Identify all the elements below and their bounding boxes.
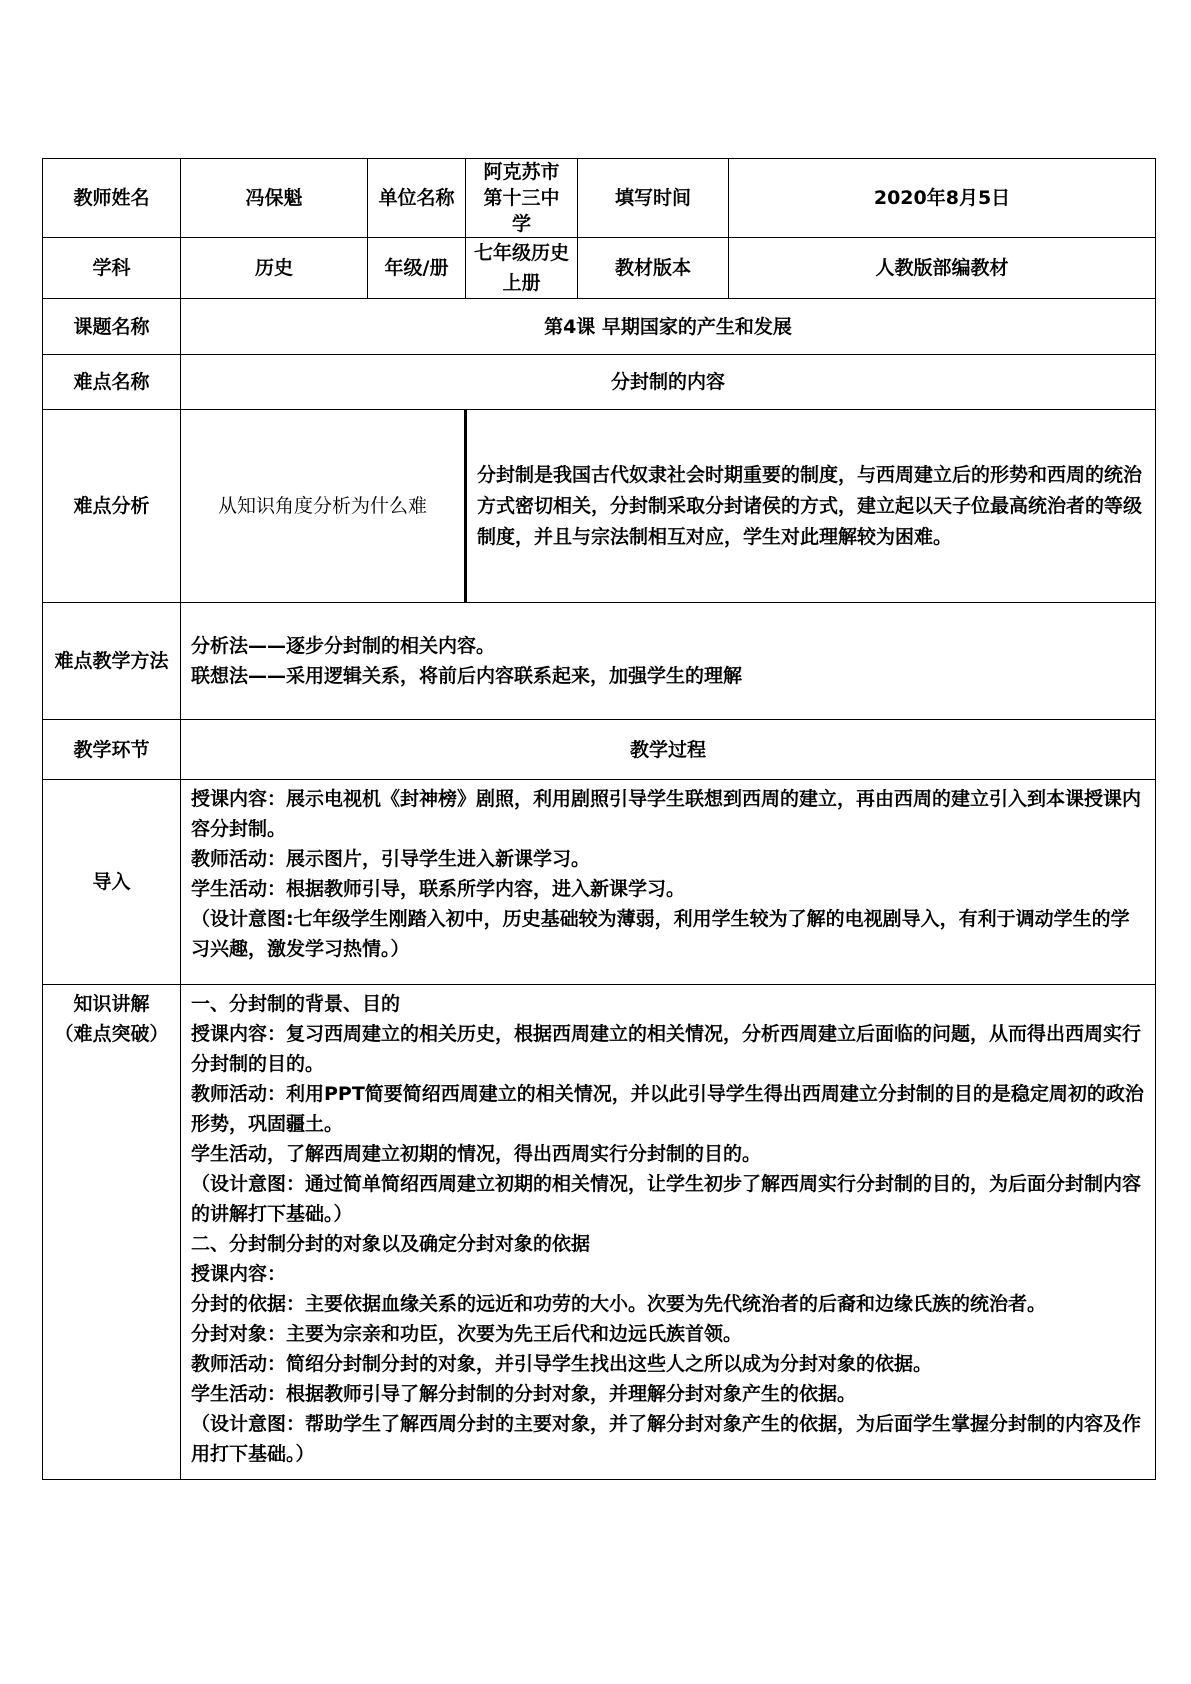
method-row: [43, 603, 1156, 720]
difficulty-row: [43, 355, 1156, 410]
knowledge-line: 一、分封制的背景、目的: [191, 993, 401, 1015]
header-row-1: [43, 159, 1156, 238]
knowledge-line: （设计意图：通过简单简绍西周建立初期的相关情况，让学生初步了解西周实行分封制的目的，为后面分封制内容的讲解打下基础。）: [191, 1173, 1142, 1225]
knowledge-line: 教师活动：简绍分封制分封的对象，并引导学生找出这些人之所以成为分封对象的依据。: [191, 1353, 933, 1375]
lesson-plan-table: [42, 158, 1156, 1480]
difficulty-label: 难点名称: [43, 355, 181, 410]
unit-name-label: 单位名称: [368, 159, 466, 238]
grade-label: 年级/册: [368, 238, 466, 299]
knowledge-line: 教师活动：利用PPT简要简绍西周建立的相关情况，并以此引导学生得出西周建立分封制的目的是稳定周初的政治形势，巩固疆土。: [191, 1083, 1144, 1135]
process-header-row: [43, 720, 1156, 780]
knowledge-line: 分封对象：主要为宗亲和功臣，次要为先王后代和边远氏族首领。: [191, 1323, 743, 1345]
method-label: 难点教学方法: [43, 603, 181, 720]
subject-label: 学科: [43, 238, 181, 299]
fill-time-value: 2020年8月5日: [729, 159, 1156, 238]
topic-label: 课题名称: [43, 299, 181, 355]
process-step-label: 教学环节: [43, 720, 181, 780]
method-content: [181, 603, 1156, 720]
edition-value: 人教版部编教材: [729, 238, 1156, 299]
intro-line: 学生活动：根据教师引导，联系所学内容，进入新课学习。: [191, 878, 686, 900]
analysis-row: [43, 410, 1156, 603]
knowledge-label: [43, 985, 181, 1480]
fill-time-label: 填写时间: [578, 159, 729, 238]
intro-line: 授课内容：展示电视机《封神榜》剧照，利用剧照引导学生联想到西周的建立，再由西周的建立引入到本课授课内容分封制。: [191, 788, 1142, 840]
edition-label: 教材版本: [578, 238, 729, 299]
method-line-association: 联想法——采用逻辑关系，将前后内容联系起来，加强学生的理解: [191, 665, 743, 687]
header-row-2: [43, 238, 1156, 299]
intro-line: （设计意图:七年级学生刚踏入初中，历史基础较为薄弱，利用学生较为了解的电视剧导入，有利于调动学生的学习兴趣，激发学习热情。）: [191, 908, 1130, 960]
knowledge-label-line-2: （难点突破）: [54, 1023, 169, 1045]
knowledge-row: [43, 985, 1156, 1480]
knowledge-label-line-1: 知识讲解: [73, 993, 150, 1015]
knowledge-line: 授课内容：: [191, 1263, 287, 1285]
topic-value: 第4课 早期国家的产生和发展: [181, 299, 1156, 355]
process-label: 教学过程: [181, 720, 1156, 780]
topic-row: [43, 299, 1156, 355]
intro-content: [181, 780, 1156, 985]
intro-label: 导入: [43, 780, 181, 985]
grade-value: 七年级历史上册: [466, 238, 578, 299]
teacher-name-value: 冯保魁: [181, 159, 368, 238]
method-line-analysis: 分析法——逐步分封制的相关内容。: [191, 635, 496, 657]
knowledge-line: 二、分封制分封的对象以及确定分封对象的依据: [191, 1233, 591, 1255]
knowledge-line: 授课内容：复习西周建立的相关历史，根据西周建立的相关情况，分析西周建立后面临的问题，从而得出西周实行分封制的目的。: [191, 1023, 1142, 1075]
unit-name-value: 阿克苏市第十三中学: [466, 159, 578, 238]
analysis-label: 难点分析: [43, 410, 181, 603]
subject-value: 历史: [181, 238, 368, 299]
difficulty-value: 分封制的内容: [181, 355, 1156, 410]
knowledge-content: [181, 985, 1156, 1480]
knowledge-line: 学生活动，了解西周建立初期的情况，得出西周实行分封制的目的。: [191, 1143, 762, 1165]
knowledge-line: 学生活动：根据教师引导了解分封制的分封对象，并理解分封对象产生的依据。: [191, 1383, 857, 1405]
knowledge-line: 分封的依据：主要依据血缘关系的远近和功劳的大小。次要为先代统治者的后裔和边缘氏族的统治者。: [191, 1293, 1047, 1315]
knowledge-line: （设计意图：帮助学生了解西周分封的主要对象，并了解分封对象产生的依据，为后面学生掌握分封制的内容及作用打下基础。）: [191, 1413, 1142, 1465]
intro-row: [43, 780, 1156, 985]
analysis-text: 分封制是我国古代奴隶社会时期重要的制度，与西周建立后的形势和西周的统治方式密切相关，分封制采取分封诸侯的方式，建立起以天子位最高统治者的等级制度，并且与宗法制相互对应，学生对此理解较为困难。: [466, 410, 1156, 603]
intro-line: 教师活动：展示图片，引导学生进入新课学习。: [191, 848, 591, 870]
analysis-sub-label: 从知识角度分析为什么难: [181, 410, 466, 603]
teacher-name-label: 教师姓名: [43, 159, 181, 238]
